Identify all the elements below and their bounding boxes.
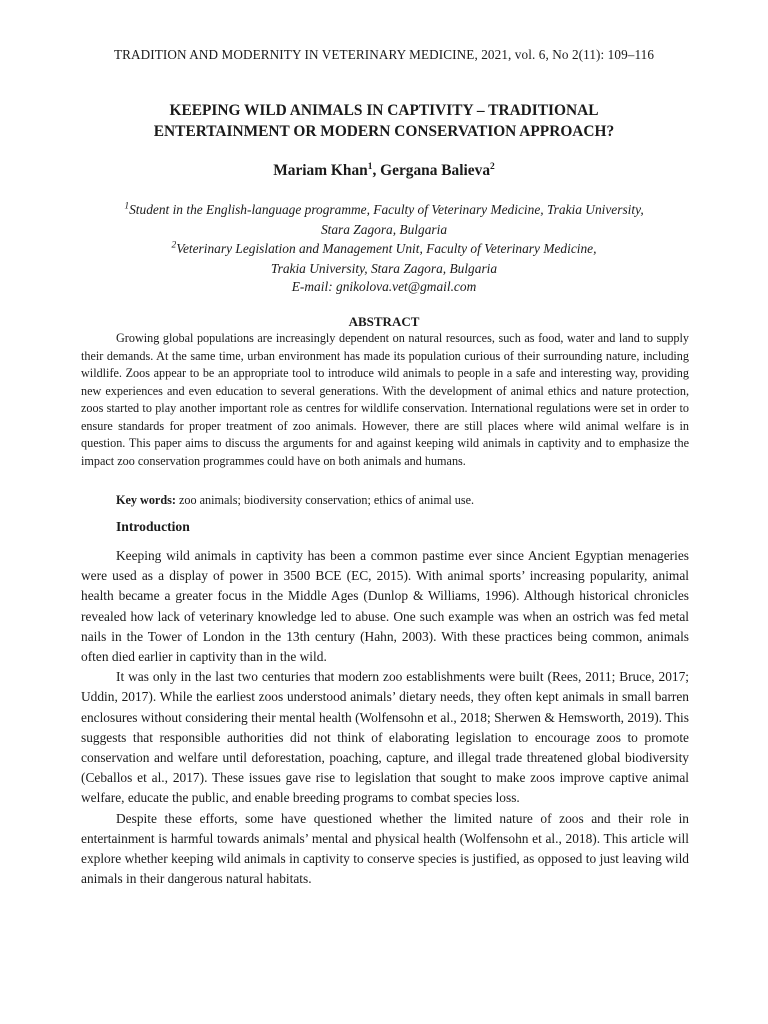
author-affiliation-mark: 1 bbox=[367, 161, 373, 172]
affiliation-mark: 1 bbox=[124, 201, 130, 212]
affiliation-text: Trakia University, Stara Zagora, Bulgaria bbox=[270, 261, 498, 276]
author-affiliation-mark: 2 bbox=[490, 161, 495, 172]
affiliation-1 bbox=[40, 200, 728, 240]
abstract-text: Growing global populations are increasingly dependent on natural resources, such as food, water and land to supply their demands. At the same time, urban environment has made its population curious of their surrounding nature, including wildlife. Zoos appear to be an appropriate tool to introduce wild animals to people in a safe and interesting way, providing new experiences and even education to several generations. With the development of animal ethics and nature protection, zoos started to play another important role as centres for wildlife conservation. International regulations were set in order to ensure standards for proper treatment of zoo animals. However, there are still places where wild animal welfare is in question. This paper aims to discuss the arguments for and against keeping wild animals in captivity and to emphasize the impact zoo conservation programmes could have on both animals and humans. bbox=[81, 331, 689, 468]
keywords-label: Key words: bbox=[116, 493, 176, 507]
article-title-line-1: KEEPING WILD ANIMALS IN CAPTIVITY – TRADITIONAL bbox=[169, 102, 599, 119]
author-list bbox=[0, 162, 768, 180]
keywords bbox=[116, 493, 696, 508]
affiliation-text: Veterinary Legislation and Management Unit, Faculty of Veterinary Medicine, bbox=[176, 241, 597, 256]
introduction-paragraph-2: It was only in the last two centuries that modern zoo establishments were built (Rees, 2011; Bruce, 2017; Uddin, 2017). While the earliest zoos understood animals’ dietary needs, they often kept animals in small barren enclosures without considering their mental health (Wolfensohn et al., 2018; Sherwen & Hemsworth, 2019). This suggests that responsible authorities did not think of elaborating legislation to encourage zoos to promote conservation and welfare until deforestation, poaching, capture, and illegal trade threatened global biodiversity (Ceballos et al., 2017). These issues gave rise to legislation that sought to make zoos improve captive animal welfare, educate the public, and enable breeding programs to combat species loss. bbox=[81, 669, 689, 806]
author-separator: , bbox=[372, 162, 381, 179]
article-title bbox=[60, 100, 708, 142]
introduction-paragraph-1: Keeping wild animals in captivity has been a common pastime ever since Ancient Egyptian menageries were used as a display of power in 3500 BCE (EC, 2015). With animal sports’ increasing popularity, animal health became a greater focus in the Middle Ages (Dunlop & Williams, 1996). Although historical chronicles revealed how lack of veterinary knowledge led to abuse. One such example was when an ostrich was fed metal nails in the Tower of London in the 13th century (Hahn, 2003). With these practices being common, animals often died earlier in captivity than in the wild. bbox=[81, 548, 689, 665]
introduction-heading: Introduction bbox=[116, 519, 190, 534]
affiliation-text: Student in the English-language programme, Faculty of Veterinary Medicine, Trakia University, bbox=[129, 202, 644, 217]
affiliation-2 bbox=[40, 239, 728, 279]
keywords-text: zoo animals; biodiversity conservation; ethics of animal use. bbox=[175, 493, 475, 507]
affiliation-mark: 2 bbox=[171, 240, 177, 251]
journal-running-head: TRADITION AND MODERNITY IN VETERINARY MEDICINE, 2021, vol. 6, No 2(11): 109–116 bbox=[113, 47, 655, 62]
author-name: Gergana Balieva bbox=[380, 162, 491, 179]
introduction-paragraph-3: Despite these efforts, some have questioned whether the limited nature of zoos and their role in entertainment is harmful towards animals’ mental and physical health (Wolfensohn et al., 2018). This article will explore whether keeping wild animals in captivity to conserve species is justified, as opposed to just leaving wild animals in their dangerous natural habitats. bbox=[81, 810, 689, 887]
article-title-line-2: ENTERTAINMENT OR MODERN CONSERVATION APPROACH? bbox=[153, 123, 615, 140]
abstract-heading: ABSTRACT bbox=[348, 314, 420, 329]
author-name: Mariam Khan bbox=[273, 162, 368, 179]
introduction-body bbox=[81, 546, 689, 889]
contact-email: E-mail: gnikolova.vet@gmail.com bbox=[291, 279, 477, 294]
affiliation-text: Stara Zagora, Bulgaria bbox=[320, 222, 448, 237]
